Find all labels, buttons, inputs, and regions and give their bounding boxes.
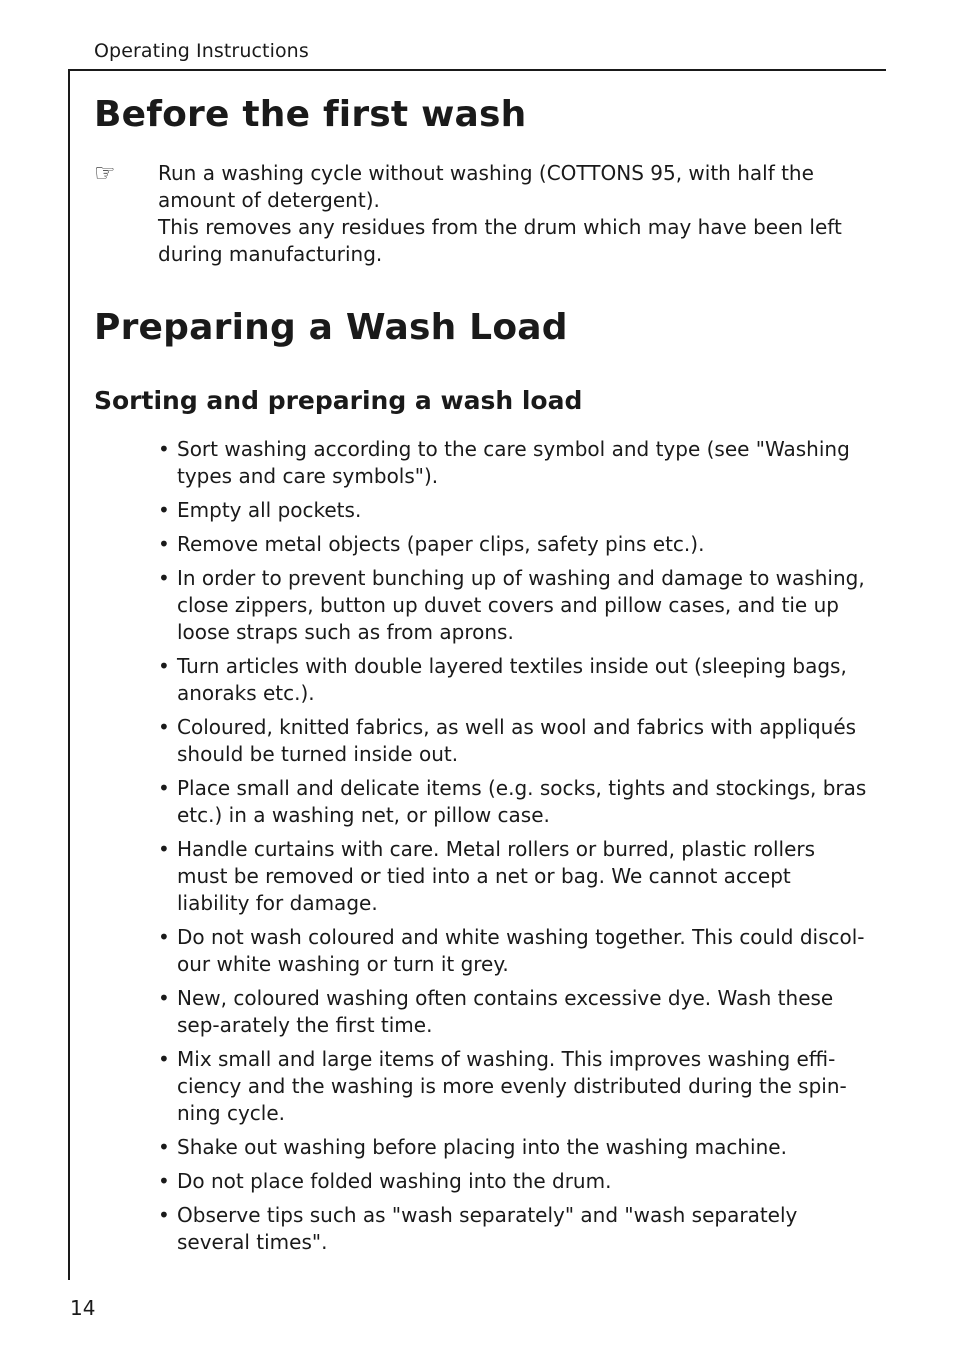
list-item <box>158 565 868 646</box>
note-line-2: This removes any residues from the drum which may have been left during manufacturing. <box>158 215 842 266</box>
bullet-glyph: • <box>158 566 170 590</box>
bullet-glyph: • <box>158 925 170 949</box>
list-item-text: Observe tips such as "wash separately" and "wash separately several times". <box>177 1203 798 1254</box>
margin-rule <box>68 69 70 1280</box>
list-item <box>158 836 868 917</box>
page-number: 14 <box>70 1296 96 1320</box>
section-title-preparing-wash-load: Preparing a Wash Load <box>94 307 568 348</box>
list-item-text: Sort washing according to the care symbol and type (see "Washing types and care symbols"). <box>177 437 850 488</box>
section-title-before-first-wash: Before the first wash <box>94 94 527 135</box>
bullet-glyph: • <box>158 837 170 861</box>
note-line-1: Run a washing cycle without washing (COTTONS 95, with half the amount of detergent). <box>158 161 814 212</box>
list-item-text: Remove metal objects (paper clips, safety pins etc.). <box>177 532 705 556</box>
list-item-text: Place small and delicate items (e.g. socks, tights and stockings, bras etc.) in a washing net, or pillow case. <box>177 776 867 827</box>
list-item <box>158 1046 868 1127</box>
list-item <box>158 653 868 707</box>
list-item <box>158 985 868 1039</box>
list-item-text: New, coloured washing often contains excessive dye. Wash these sep-arately the first time. <box>177 986 834 1037</box>
list-item-text: Coloured, knitted fabrics, as well as wool and fabrics with appliqués should be turned inside out. <box>177 715 857 766</box>
pointing-hand-icon: ☞ <box>94 159 116 187</box>
bullet-glyph: • <box>158 986 170 1010</box>
list-item <box>158 924 868 978</box>
list-item <box>158 531 868 558</box>
bullet-glyph: • <box>158 776 170 800</box>
bullet-glyph: • <box>158 532 170 556</box>
bullet-glyph: • <box>158 1135 170 1159</box>
subsection-title: Sorting and preparing a wash load <box>94 386 583 415</box>
list-item-text: Do not wash coloured and white washing together. This could discol-our white washing or turn it grey. <box>177 925 865 976</box>
list-item-text: Turn articles with double layered textiles inside out (sleeping bags, anoraks etc.). <box>177 654 847 705</box>
list-item <box>158 1202 868 1256</box>
list-item <box>158 436 868 490</box>
bullet-glyph: • <box>158 654 170 678</box>
list-item <box>158 1134 868 1161</box>
bullet-glyph: • <box>158 498 170 522</box>
bullet-list <box>158 436 868 1263</box>
list-item-text: Handle curtains with care. Metal rollers or burred, plastic rollers must be removed or tied into a net or bag. We cannot accept liability for damage. <box>177 837 816 915</box>
bullet-glyph: • <box>158 1169 170 1193</box>
list-item <box>158 497 868 524</box>
list-item-text: Shake out washing before placing into the washing machine. <box>177 1135 787 1159</box>
bullet-glyph: • <box>158 1047 170 1071</box>
list-item <box>158 775 868 829</box>
bullet-glyph: • <box>158 1203 170 1227</box>
list-item-text: Mix small and large items of washing. This improves washing effi-ciency and the washing is more evenly distributed during the spin-ning cycle. <box>177 1047 847 1125</box>
note-text <box>158 160 858 268</box>
list-item <box>158 714 868 768</box>
bullet-glyph: • <box>158 437 170 461</box>
list-item <box>158 1168 868 1195</box>
list-item-text: Do not place folded washing into the drum. <box>177 1169 612 1193</box>
bullet-glyph: • <box>158 715 170 739</box>
list-item-text: Empty all pockets. <box>177 498 362 522</box>
header-rule <box>68 69 886 71</box>
list-item-text: In order to prevent bunching up of washing and damage to washing, close zippers, button up duvet covers and pillow cases, and tie up loose straps such as from aprons. <box>177 566 865 644</box>
running-head: Operating Instructions <box>94 40 309 62</box>
